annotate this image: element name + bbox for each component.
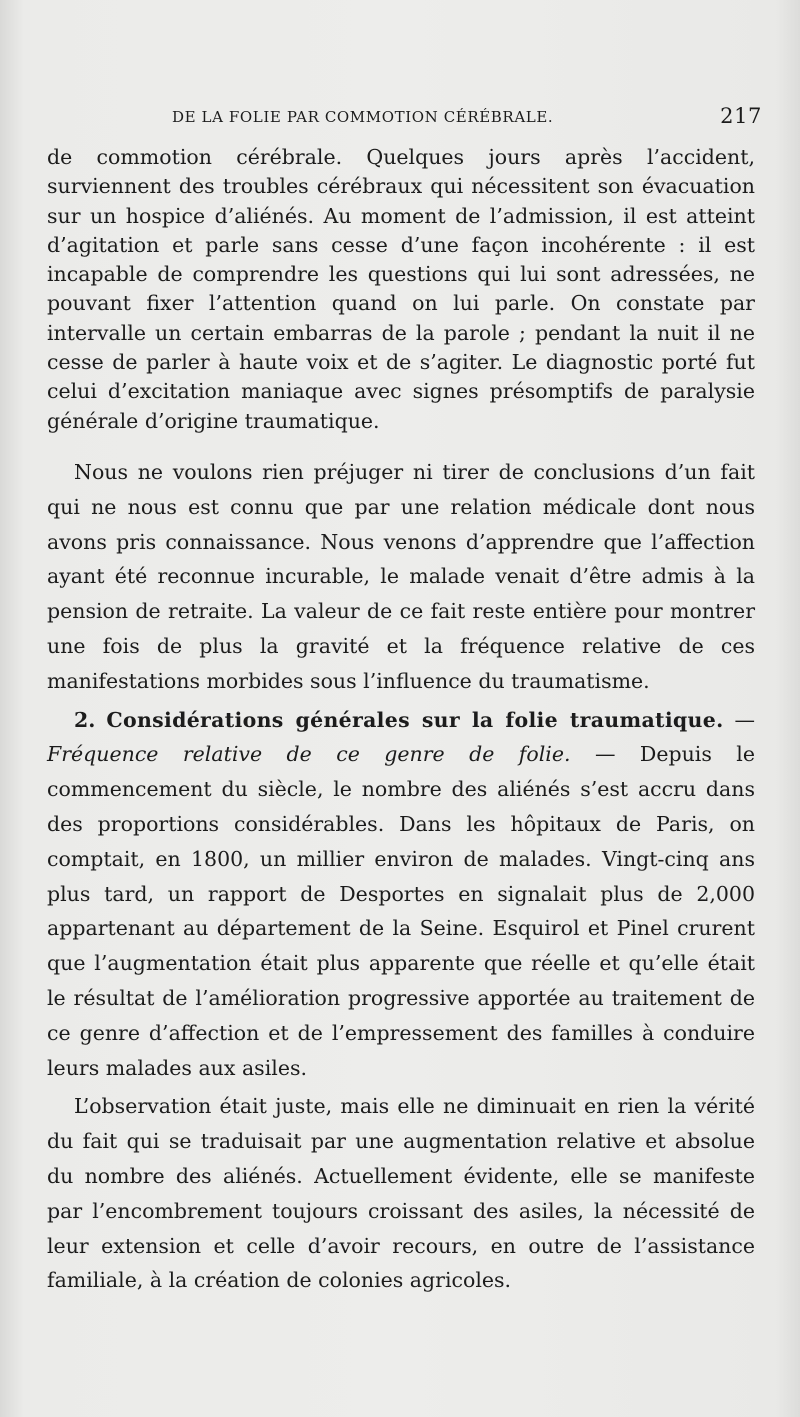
dash: — [570,742,640,767]
paragraph-4: L’observation était juste, mais elle ne diminuait en rien la vérité du fait qui se traduisait par une augmentation relative et absolue du nombre des aliénés. Actuellement évidente, elle se manifeste par l’encombrement toujours croissant des asiles, la nécessité de leur extension et celle d’avoir recours, en outre de l’assistance familiale, à la création de colonies agricoles. [47,1094,755,1293]
dash: — [723,707,755,732]
paragraph-2: Nous ne voulons rien préjuger ni tirer de conclusions d’un fait qui ne nous est connu que par une relation médicale dont nous avons pris connaissance. Nous venons d’apprendre que l’affection ayant été reconnue incurable, le malade venait d’être admis à la pension de retraite. La valeur de ce fait reste entière pour montrer une fois de plus la gravité et la fréquence relative de ces manifestations morbides sous l’influence du traumatisme. [47,460,755,693]
page-number: 217 [720,104,762,128]
section-heading: Considérations générales sur la folie traumatique. [106,707,724,732]
running-title: DE LA FOLIE PAR COMMOTION CÉRÉBRALE. [172,108,554,126]
section-body: Depuis le commencement du siècle, le nombre des aliénés s’est accru dans des proportions considérables. Dans les hôpitaux de Paris, on comptait, en 1800, un millier environ de malades. Vingt-cinq ans plus tard, un rapport de Desportes en signalait plus de 2,000 appartenant au département de la Seine. Esquirol et Pinel crurent que l’augmentation était plus apparente que réelle et qu’elle était le résultat de l’amélioration progressive apportée au traitement de ce genre d’affection et de l’empressement des familles à conduire leurs malades aux asiles. [47,742,755,1080]
section-subheading: Fréquence relative de ce genre de folie. [47,742,571,767]
text-block-main [47,455,755,1302]
section-number: 2. [74,707,96,732]
running-header [172,104,762,132]
text-block-top [47,143,755,436]
section-paragraph [47,703,755,1086]
paragraph-continued: de commotion cérébrale. Quelques jours après l’accident, surviennent des troubles cérébraux qui nécessitent son évacuation sur un hospice d’aliénés. Au moment de l’admission, il est atteint d’agitation et parle sans cesse d’une façon incohérente : il est incapable de comprendre les questions qui lui sont adressées, ne pouvant fixer l’attention quand on lui parle. On constate par intervalle un certain embarras de la parole ; pendant la nuit il ne cesse de parler à haute voix et de s’agiter. Le diagnostic porté fut celui d’excitation maniaque avec signes présomptifs de paralysie générale d’origine traumatique. [47,145,755,433]
